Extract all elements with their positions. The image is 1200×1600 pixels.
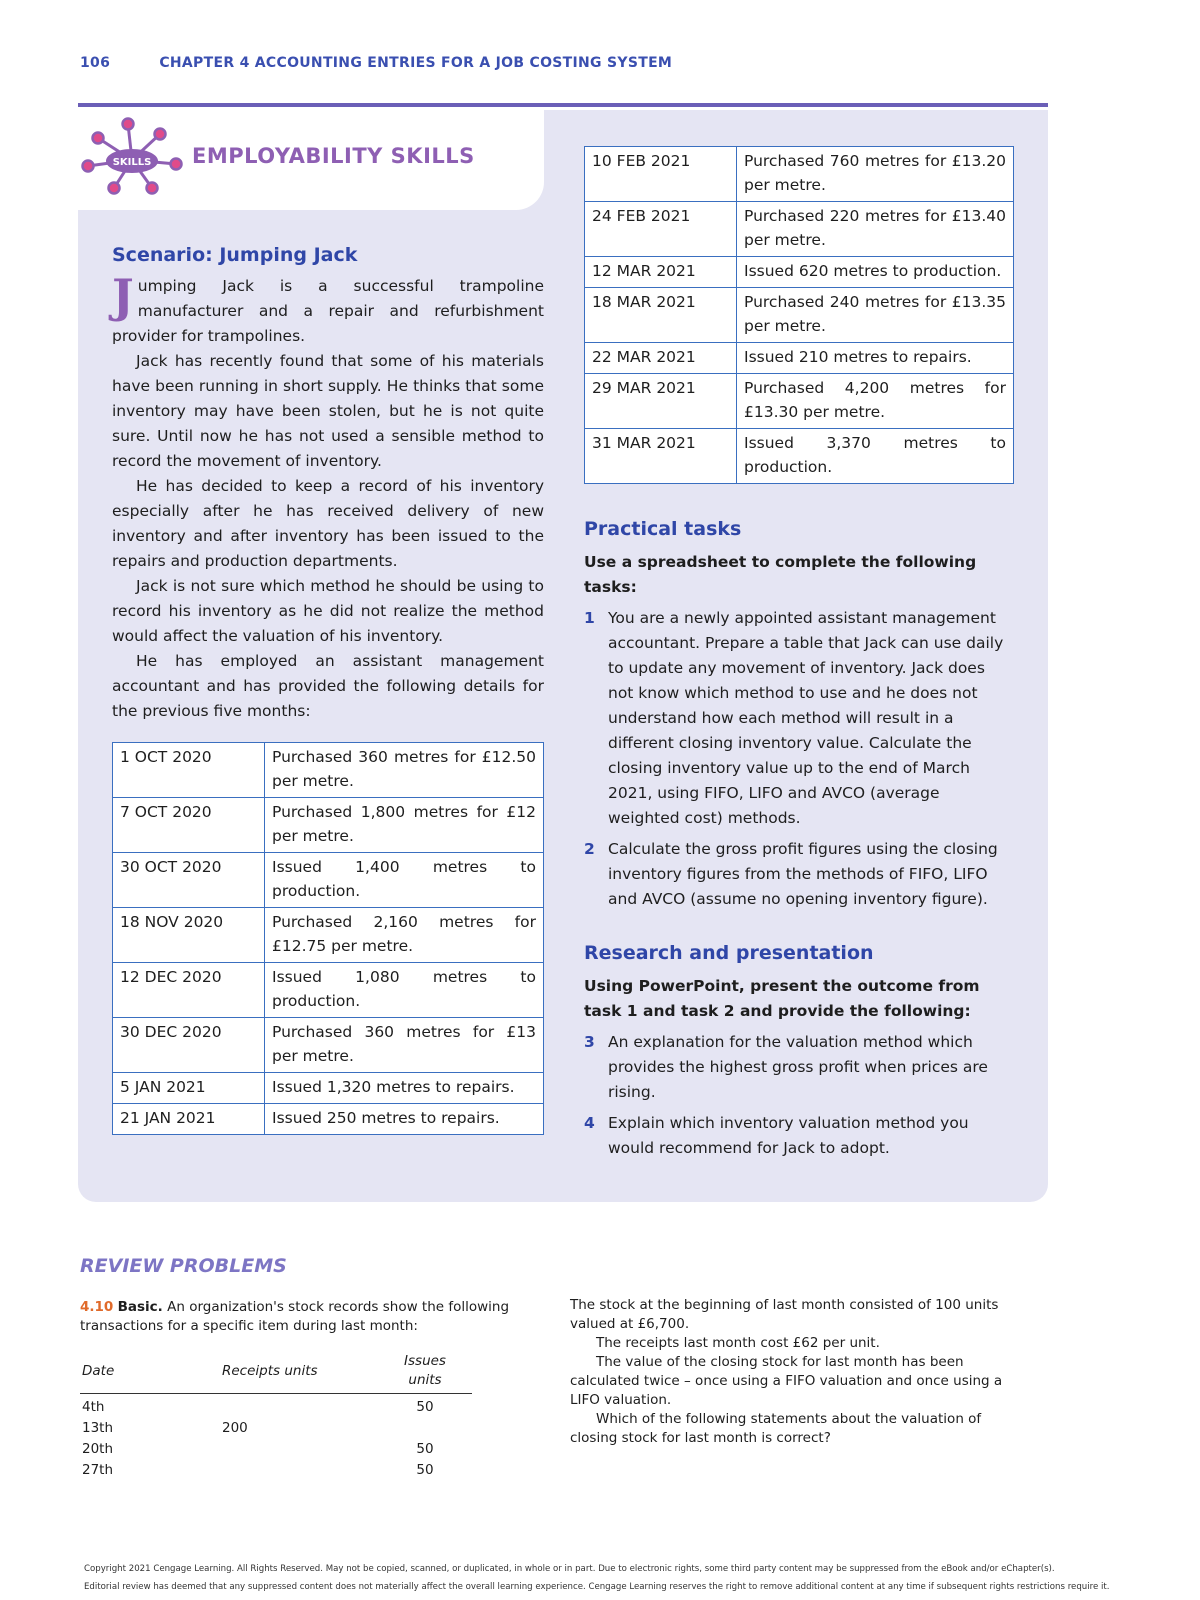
transaction-date: 31 MAR 2021 [585,429,737,484]
page-number: 106 [80,55,111,71]
transaction-date: 5 JAN 2021 [113,1073,265,1104]
task-text: You are a newly appointed assistant management accountant. Prepare a table that Jack can use daily to update any movement of inventory. Jack does not know which method to use and he does not understand how each method will result in a different closing inventory value. Calculate the closing inventory value up to the end of March 2021, using FIFO, LIFO and AVCO (average weighted cost) methods. [608,609,1004,827]
task-item [584,837,1014,912]
transaction-date: 12 DEC 2020 [113,963,265,1018]
transaction-date: 18 NOV 2020 [113,908,265,963]
table-row [585,147,1014,202]
skills-icon-label: SKILLS [112,157,152,168]
table-row [585,202,1014,257]
transaction-date: 29 MAR 2021 [585,374,737,429]
transaction-desc: Purchased 760 metres for £13.20 per metre. [737,147,1014,202]
practical-tasks-heading: Practical tasks [584,518,742,540]
table-row [585,288,1014,343]
cell-receipts [192,1457,394,1478]
chapter-title: CHAPTER 4 ACCOUNTING ENTRIES FOR A JOB COSTING SYSTEM [159,55,673,71]
cell-receipts [192,1394,394,1416]
transaction-date: 18 MAR 2021 [585,288,737,343]
transaction-desc: Issued 1,320 metres to repairs. [265,1073,544,1104]
transaction-date: 22 MAR 2021 [585,343,737,374]
copyright-line: Editorial review has deemed that any suppressed content does not materially affect the overall learning experience. Cengage Learning reserves the right to remove additional content at any time if subsequent rights restrictions require it. [84,1582,1110,1592]
table-row [113,963,544,1018]
transaction-desc: Purchased 240 metres for £13.35 per metre. [737,288,1014,343]
table-row [113,798,544,853]
transaction-desc: Issued 210 metres to repairs. [737,343,1014,374]
skills-title: EMPLOYABILITY SKILLS [192,144,475,168]
transaction-date: 10 FEB 2021 [585,147,737,202]
table-row [80,1436,472,1457]
task-number: 1 [584,609,595,627]
task-number: 3 [584,1033,595,1051]
drop-cap: J [112,269,134,323]
table-row [585,429,1014,484]
scenario-paragraph: He has decided to keep a record of his inventory especially after he has received delivery of new inventory and after inventory has been issued to the repairs and production departments. [112,477,544,570]
task-item [584,1030,1014,1105]
cell-issues: 50 [416,1462,434,1478]
transaction-date: 21 JAN 2021 [113,1104,265,1135]
problem-paragraph: The receipts last month cost £62 per unit. [596,1335,880,1351]
transaction-desc: Purchased 2,160 metres for £12.75 per metre. [265,908,544,963]
problem-level: Basic. [117,1299,163,1315]
cell-receipts [192,1436,394,1457]
scenario-paragraph: Jack has recently found that some of his materials have been running in short supply. He thinks that some inventory may have been stolen, but he is not quite sure. Until now he has not used a sensible method to record the movement of inventory. [112,352,544,470]
review-problem-4-10 [80,1298,530,1478]
review-problem-details [570,1296,1020,1448]
transaction-desc: Purchased 1,800 metres for £12 per metre. [265,798,544,853]
task-number: 2 [584,840,595,858]
transaction-desc: Issued 620 metres to production. [737,257,1014,288]
problem-intro [80,1298,530,1336]
scenario-title: Scenario: Jumping Jack [112,244,358,266]
copyright-footer [84,1560,1124,1596]
table-row [80,1457,472,1478]
table-row [80,1394,472,1416]
transaction-desc: Issued 3,370 metres to production. [737,429,1014,484]
table-row [113,1073,544,1104]
right-column [584,146,1014,1167]
problem-paragraph: Which of the following statements about the valuation of closing stock for last month is correct? [570,1411,982,1446]
transactions-table-left [112,742,544,1135]
table-row [113,853,544,908]
transaction-date: 12 MAR 2021 [585,257,737,288]
copyright-line: Copyright 2021 Cengage Learning. All Rights Reserved. May not be copied, scanned, or duplicated, in whole or in part. Due to electronic rights, some third party content may be suppressed from the eBook and/or eChapter(s). [84,1564,1055,1574]
cell-date: 4th [82,1399,105,1415]
transaction-desc: Purchased 360 metres for £12.50 per metre. [265,743,544,798]
transaction-date: 30 DEC 2020 [113,1018,265,1073]
running-header [80,55,672,71]
transaction-date: 1 OCT 2020 [113,743,265,798]
scenario-paragraph: Jack is not sure which method he should be using to record his inventory as he did not realize the method would affect the valuation of his inventory. [112,577,544,645]
problem-intro-text: An organization's stock records show the following transactions for a specific item during last month: [80,1299,510,1334]
task-item [584,1111,1014,1161]
cell-issues [394,1415,472,1436]
table-row [113,743,544,798]
task-number: 4 [584,1114,595,1132]
cell-issues: 50 [416,1441,434,1457]
transaction-desc: Purchased 360 metres for £13 per metre. [265,1018,544,1073]
column-header: Receipts units [192,1352,394,1394]
transaction-desc: Purchased 220 metres for £13.40 per metre. [737,202,1014,257]
table-row [585,343,1014,374]
column-header: Date [80,1352,192,1394]
problem-paragraph: The value of the closing stock for last month has been calculated twice – once using a FIFO valuation and once using a LIFO valuation. [570,1354,1003,1408]
intro-paragraph [112,269,544,349]
transaction-desc: Issued 1,080 metres to production. [265,963,544,1018]
transaction-desc: Issued 1,400 metres to production. [265,853,544,908]
table-row [113,1104,544,1135]
problem-paragraph: The stock at the beginning of last month consisted of 100 units valued at £6,700. [570,1297,999,1332]
cell-date: 27th [82,1462,114,1478]
task-text: Explain which inventory valuation method you would recommend for Jack to adopt. [608,1114,969,1157]
table-row [585,374,1014,429]
cell-date: 20th [82,1441,114,1457]
intro-text: umping Jack is a successful trampoline manufacturer and a repair and refurbishment provider for trampolines. [112,277,544,345]
left-column [112,244,544,1135]
table-row [80,1415,472,1436]
task-text: An explanation for the valuation method which provides the highest gross profit when prices are rising. [608,1033,988,1101]
cell-issues: 50 [416,1399,434,1415]
transaction-date: 24 FEB 2021 [585,202,737,257]
task-item [584,606,1014,831]
task-text: Calculate the gross profit figures using the closing inventory figures from the methods of FIFO, LIFO and AVCO (assume no opening inventory figure). [608,840,998,908]
stock-records-table [80,1352,472,1478]
table-row [585,257,1014,288]
transaction-desc: Purchased 4,200 metres for £13.30 per metre. [737,374,1014,429]
scenario-paragraph: He has employed an assistant management accountant and has provided the following details for the previous five months: [112,652,544,720]
research-instruction: Using PowerPoint, present the outcome from task 1 and task 2 and provide the following: [584,977,980,1020]
transaction-date: 7 OCT 2020 [113,798,265,853]
header-rule [78,103,1048,107]
table-row [113,1018,544,1073]
cell-date: 13th [82,1420,114,1436]
skills-network-icon [78,116,186,204]
transactions-table-right [584,146,1014,484]
review-problems-title: REVIEW PROBLEMS [80,1255,287,1277]
column-header: Issues units [394,1352,472,1394]
research-heading: Research and presentation [584,942,874,964]
transaction-date: 30 OCT 2020 [113,853,265,908]
problem-id: 4.10 [80,1299,114,1315]
table-row [113,908,544,963]
transaction-desc: Issued 250 metres to repairs. [265,1104,544,1135]
table-header-row [80,1352,472,1394]
practical-instruction: Use a spreadsheet to complete the following tasks: [584,553,977,596]
cell-receipts: 200 [222,1420,248,1436]
